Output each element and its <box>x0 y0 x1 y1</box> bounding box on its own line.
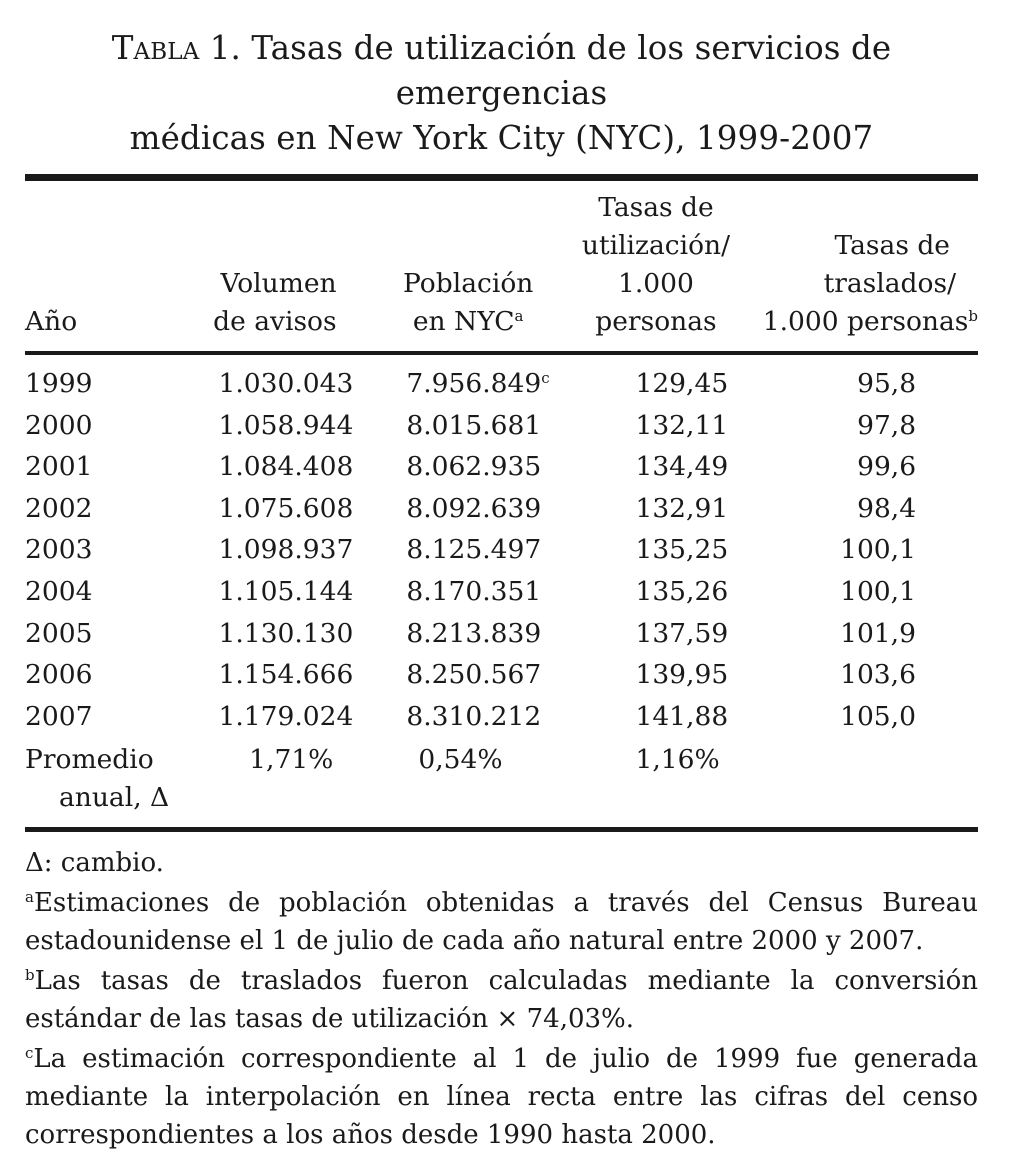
cell-population: 8.250.567 <box>406 659 542 691</box>
cell-population: 8.015.681 <box>406 409 542 441</box>
table-row <box>25 654 978 696</box>
cell-utilization: 139,95 <box>635 659 729 691</box>
footnotes <box>25 844 978 1154</box>
title-number: 1. <box>209 29 241 67</box>
cell-volume: 1.179.024 <box>218 700 354 732</box>
title-line2: médicas en New York City (NYC), 1999-2007 <box>129 119 874 157</box>
table-row <box>25 446 978 488</box>
footnote-a-mark: a <box>25 888 34 907</box>
cell-year: 2001 <box>25 451 93 483</box>
footnote-c-marker: c <box>541 369 550 387</box>
cell-average-volume: 1,71% <box>249 744 334 776</box>
cell-population: 8.125.497 <box>406 534 542 566</box>
cell-transfers: 105,0 <box>840 700 916 732</box>
cell-volume: 1.058.944 <box>218 409 354 441</box>
cell-utilization: 129,45 <box>635 368 729 399</box>
footnote-a: $^a$Estimaciones de población obtenidas a través del Census Bureau estadounidense el 1 de julio de cada año natural entre 2000 y 2007. <box>25 888 978 957</box>
cell-year: 2004 <box>25 575 93 607</box>
cell-utilization: 132,91 <box>635 492 729 524</box>
cell-volume: 1.098.937 <box>218 534 354 566</box>
cell-transfers: 99,6 <box>857 451 917 483</box>
cell-year: 2007 <box>25 700 93 732</box>
cell-average-population: 0,54% <box>418 744 503 776</box>
table-row <box>25 696 978 738</box>
footnote-delta: Δ: cambio. <box>25 848 164 879</box>
header-utilization: Tasas de utilización/ 1.000 personas <box>581 192 731 337</box>
cell-year: 2005 <box>25 617 93 649</box>
bottom-rule <box>25 827 978 832</box>
cell-year: 2002 <box>25 492 93 524</box>
cell-volume: 1.105.144 <box>218 575 354 607</box>
top-rule <box>25 174 978 181</box>
cell-transfers: 101,9 <box>840 617 916 649</box>
cell-volume: 1.075.608 <box>218 492 354 524</box>
data-table-body <box>25 355 978 817</box>
header-volume: Volumen de avisos <box>213 268 337 337</box>
cell-population: 7.956.849$^c$ <box>406 368 550 399</box>
cell-utilization: 132,11 <box>635 409 729 441</box>
cell-transfers: 100,1 <box>840 575 916 607</box>
cell-population: 8.062.935 <box>406 451 542 483</box>
footnote-b-mark: b <box>25 966 35 985</box>
document-page <box>25 26 978 1154</box>
table-row <box>25 488 978 530</box>
cell-population: 8.170.351 <box>406 575 542 607</box>
cell-year: 2000 <box>25 409 93 441</box>
cell-volume: 1.084.408 <box>218 451 354 483</box>
cell-transfers: 98,4 <box>857 492 917 524</box>
cell-transfers: 95,8 <box>857 368 917 399</box>
table-title <box>25 26 978 161</box>
cell-utilization: 135,25 <box>635 534 729 566</box>
footnote-b-marker: b <box>968 307 978 325</box>
cell-year: 1999 <box>25 368 93 399</box>
cell-volume: 1.154.666 <box>218 659 354 691</box>
cell-transfers: 100,1 <box>840 534 916 566</box>
table-row <box>25 571 978 613</box>
cell-utilization: 137,59 <box>635 617 729 649</box>
table-row <box>25 355 978 405</box>
table-row <box>25 529 978 571</box>
header-year: Año <box>25 306 78 337</box>
footnote-c-mark: c <box>25 1044 34 1063</box>
data-table <box>25 181 978 351</box>
table-row <box>25 405 978 447</box>
cell-average-label: Promedio anual, Δ <box>25 744 170 814</box>
cell-population: 8.092.639 <box>406 492 542 524</box>
cell-transfers: 97,8 <box>857 409 917 441</box>
footnote-a-marker: a <box>514 307 524 325</box>
cell-average-transfers <box>770 737 978 817</box>
header-row <box>25 181 978 351</box>
cell-population: 8.213.839 <box>406 617 542 649</box>
footnote-c: $^c$La estimación correspondiente al 1 de julio de 1999 fue generada mediante la interpolación en línea recta entre las cifras del censo correspondientes a los años desde 1990 hasta 2000. <box>25 1044 978 1151</box>
cell-year: 2006 <box>25 659 93 691</box>
cell-average-utilization: 1,16% <box>635 744 720 776</box>
cell-utilization: 134,49 <box>635 451 729 483</box>
footnote-b: $^b$Las tasas de traslados fueron calculadas mediante la conversión estándar de las tasas de utilización × 74,03%. <box>25 966 978 1035</box>
title-line1: Tasas de utilización de los servicios de emergencias <box>251 29 892 112</box>
table-row <box>25 613 978 655</box>
cell-volume: 1.030.043 <box>218 368 354 399</box>
cell-volume: 1.130.130 <box>218 617 354 649</box>
cell-transfers: 103,6 <box>840 659 916 691</box>
cell-year: 2003 <box>25 534 93 566</box>
cell-utilization: 141,88 <box>635 700 729 732</box>
header-population: Población en NYC$^a$ <box>403 268 534 337</box>
title-label: Tabla <box>111 29 200 67</box>
cell-population: 8.310.212 <box>406 700 542 732</box>
cell-utilization: 135,26 <box>635 575 729 607</box>
average-row <box>25 737 978 817</box>
header-transfers: Tasas de traslados/ 1.000 personas$^b$ <box>762 230 978 337</box>
